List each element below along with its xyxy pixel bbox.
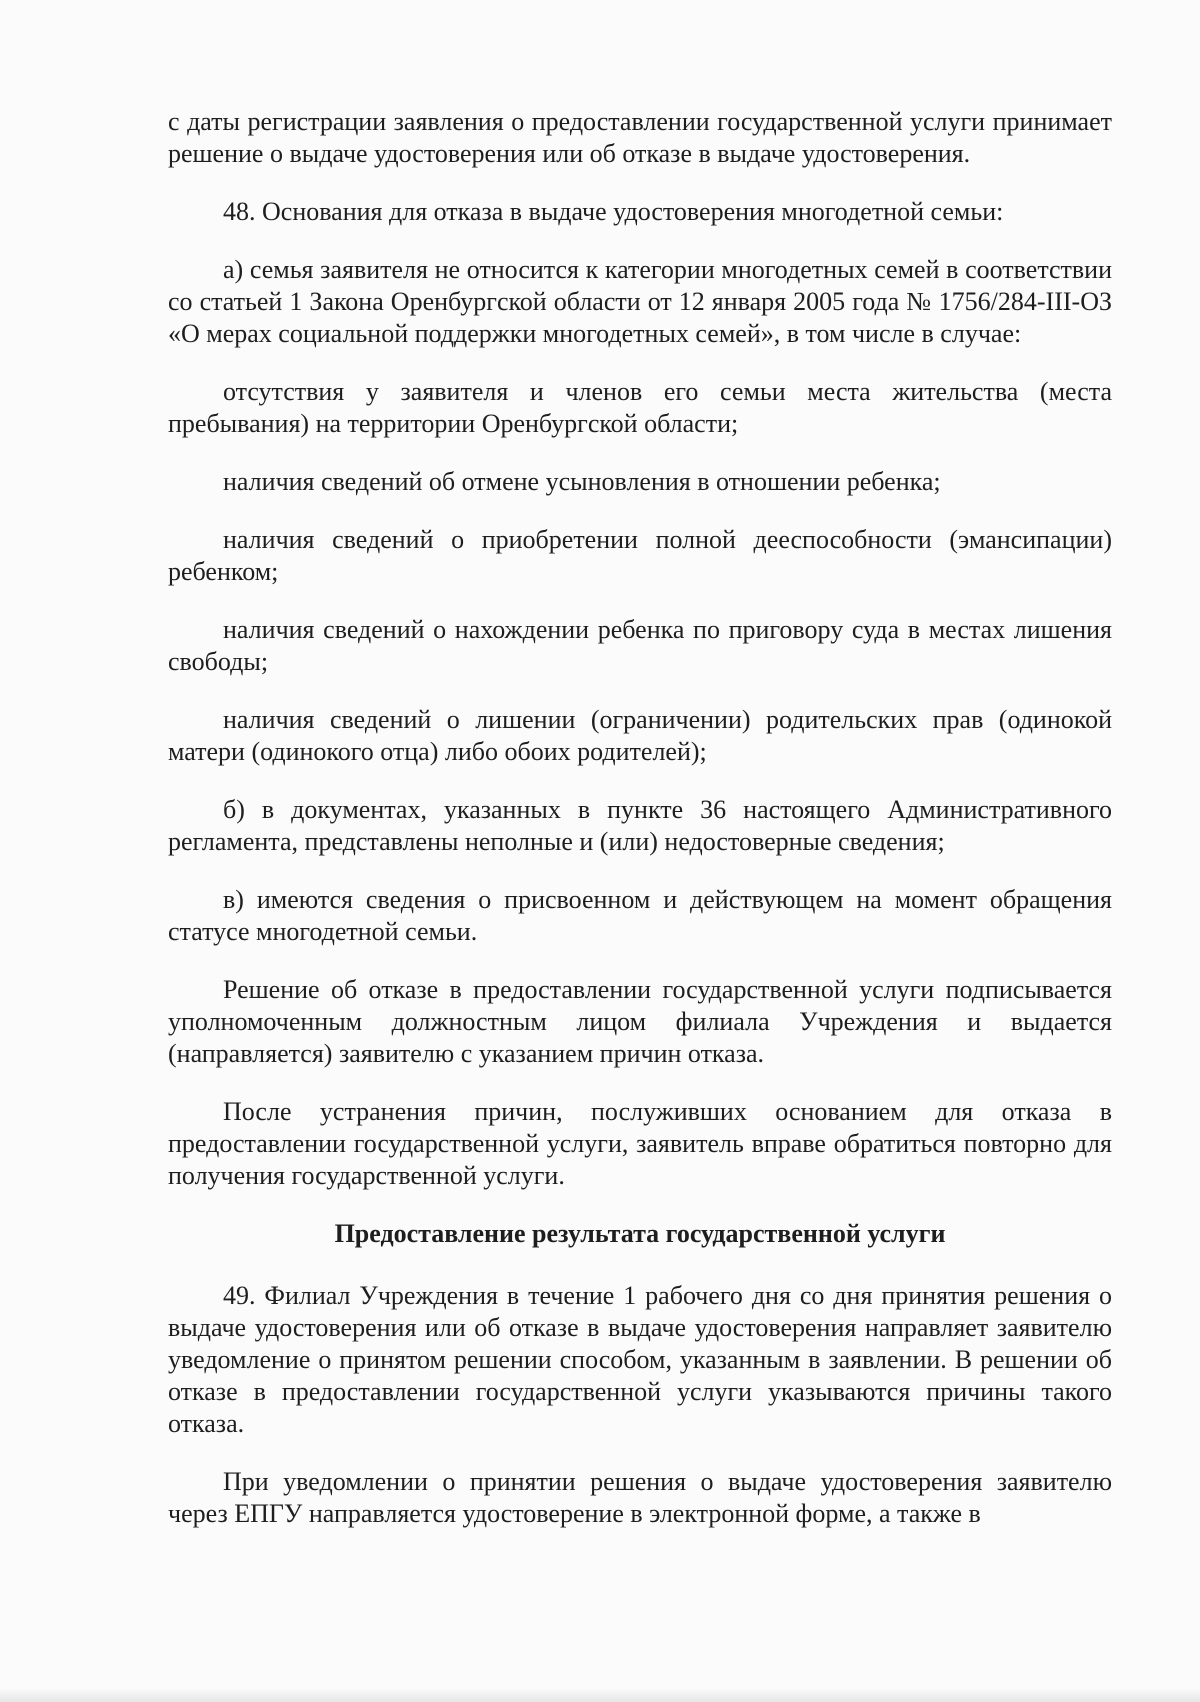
paragraph-case-adoption: наличия сведений об отмене усыновления в отношении ребенка; [223,467,941,496]
paragraph-case-prison: наличия сведений о нахождении ребенка по приговору суда в местах лишения свободы; [168,615,1112,676]
paragraph-case-residence: отсутствия у заявителя и членов его семьи места жительства (места пребывания) на территории Оренбургской области; [168,377,1112,438]
paragraph-item-48-b: б) в документах, указанных в пункте 36 настоящего Административного регламента, представлены неполные и (или) недостоверные сведения; [168,795,1112,856]
paragraph-item-48: 48. Основания для отказа в выдаче удостоверения многодетной семьи: [223,197,1004,226]
paragraph-case-parental-rights: наличия сведений о лишении (ограничении) родительских прав (одинокой матери (одинокого отца) либо обоих родителей); [168,705,1112,766]
paragraph-case-emancipation: наличия сведений о приобретении полной дееспособности (эмансипации) ребенком; [168,525,1112,586]
paragraph-reapply: После устранения причин, послуживших основанием для отказа в предоставлении государственной услуги, заявитель вправе обратиться повторно для получения государственной услуги. [168,1097,1112,1190]
paragraph-item-48-a: а) семья заявителя не относится к категории многодетных семей в соответствии со статьей 1 Закона Оренбургской области от 12 января 2005 года № 1756/284-III-ОЗ «О мерах социальной поддержки многодетных семей», в том числе в случае: [168,255,1112,348]
paragraph-item-49: 49. Филиал Учреждения в течение 1 рабочего дня со дня принятия решения о выдаче удостоверения или об отказе в выдаче удостоверения направляет заявителю уведомление о принятом решении способом, указанным в заявлении. В решении об отказе в предоставлении государственной услуги указываются причины такого отказа. [168,1281,1112,1438]
scan-edge-shadow [0,1688,1200,1702]
paragraph-continuation: с даты регистрации заявления о предоставлении государственной услуги принимает решение о выдаче удостоверения или об отказе в выдаче удостоверения. [168,107,1112,168]
paragraph-epgu-notification: При уведомлении о принятии решения о выдаче удостоверения заявителю через ЕПГУ направляется удостоверение в электронной форме, а также в [168,1467,1112,1528]
section-heading: Предоставление результата государственной услуги [334,1219,946,1248]
paragraph-item-48-v: в) имеются сведения о присвоенном и действующем на момент обращения статусе многодетной семьи. [168,885,1112,946]
paragraph-refusal-decision: Решение об отказе в предоставлении государственной услуги подписывается уполномоченным должностным лицом филиала Учреждения и выдается (направляется) заявителю с указанием причин отказа. [168,975,1112,1068]
